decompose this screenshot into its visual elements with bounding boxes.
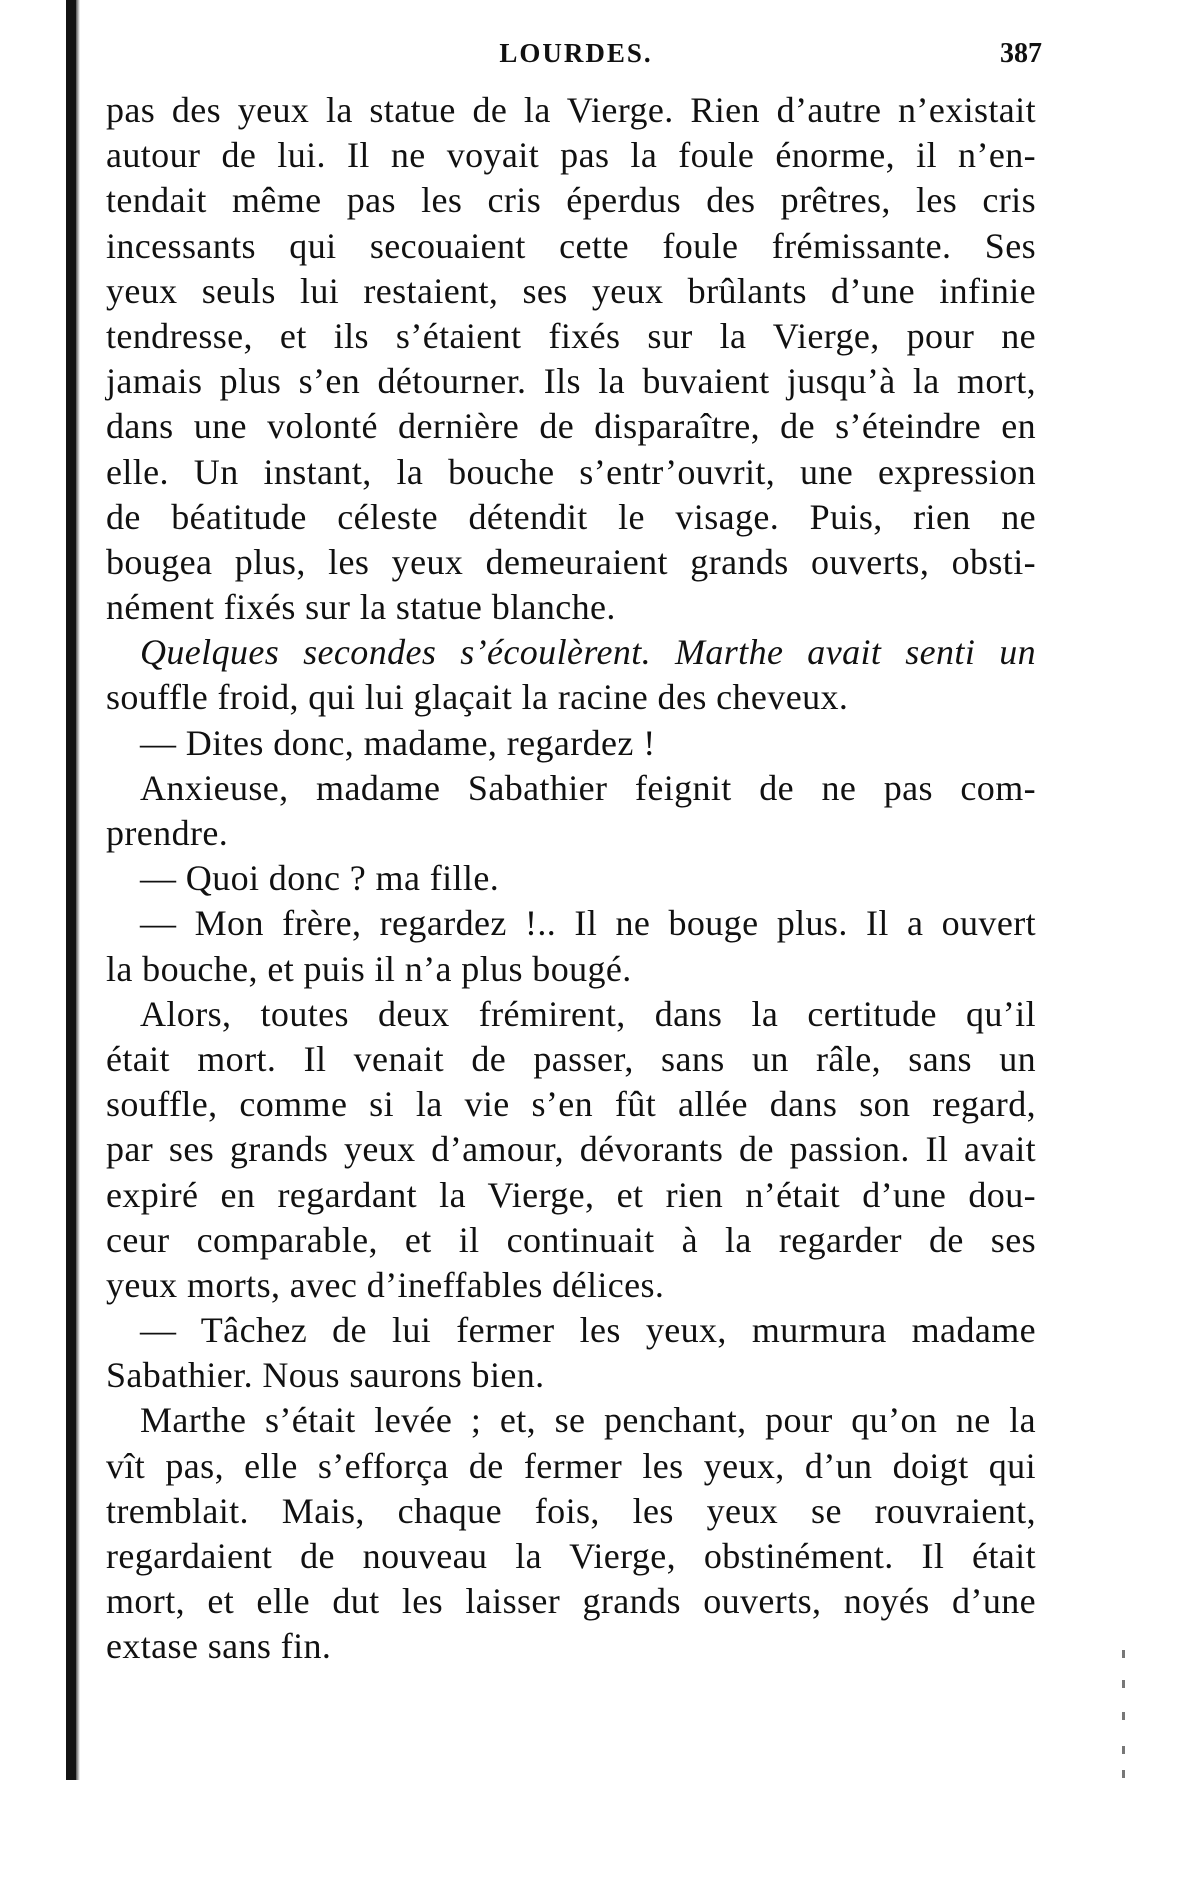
text-line: souffle froid, qui lui glaçait la racine des cheveux.	[106, 677, 849, 718]
text-line: bougea plus, les yeux demeuraient grands ouverts, obsti-	[106, 541, 1036, 582]
text-line: la bouche, et puis il n’a plus bougé.	[106, 948, 632, 989]
text-line: était mort. Il venait de passer, sans un râle, sans un	[106, 1038, 1036, 1079]
text-line: vît pas, elle s’efforça de fermer les yeux, d’un doigt qui	[106, 1445, 1036, 1486]
dialogue-line: — Tâchez de lui fermer les yeux, murmura madame	[140, 1310, 1036, 1351]
text-line: de béatitude céleste détendit le visage. Puis, rien ne	[106, 496, 1036, 537]
scan-speckles	[1122, 1650, 1128, 1780]
text-line: yeux morts, avec d’ineffables délices.	[106, 1264, 665, 1305]
text-line: souffle, comme si la vie s’en fût allée dans son regard,	[106, 1084, 1036, 1125]
text-line: Alors, toutes deux frémirent, dans la certitude qu’il	[140, 993, 1036, 1034]
body-text	[106, 88, 1036, 1670]
text-line: tendait même pas les cris éperdus des prêtres, les cris	[106, 180, 1036, 221]
text-line: mort, et elle dut les laisser grands ouverts, noyés d’une	[106, 1581, 1036, 1622]
text-line: prendre.	[106, 813, 229, 853]
text-line: ceur comparable, et il continuait à la regarder de ses	[106, 1219, 1036, 1260]
dialogue-line: — Quoi donc ? ma fille.	[140, 858, 500, 899]
text-line: Marthe s’était levée ; et, se penchant, pour qu’on ne la	[140, 1400, 1036, 1441]
text-line: jamais plus s’en détourner. Ils la buvaient jusqu’à la mort,	[106, 361, 1036, 402]
text-line: tremblait. Mais, chaque fois, les yeux se rouvraient,	[106, 1490, 1036, 1531]
dialogue-line: — Dites donc, madame, regardez !	[140, 722, 656, 763]
text-line: par ses grands yeux d’amour, dévorants de passion. Il avait	[106, 1129, 1036, 1170]
text-line: elle. Un instant, la bouche s’entr’ouvrit, une expression	[106, 451, 1036, 492]
text-line: yeux seuls lui restaient, ses yeux brûlants d’une infinie	[106, 270, 1036, 311]
text-line: extase sans fin.	[106, 1626, 332, 1667]
dialogue-line: — Mon frère, regardez !.. Il ne bouge plus. Il a ouvert	[140, 903, 1036, 944]
text-line-italic: Quelques secondes s’écoulèrent. Marthe avait senti un	[140, 632, 1036, 673]
text-line: dans une volonté dernière de disparaître, de s’éteindre en	[106, 406, 1036, 447]
text-line: autour de lui. Il ne voyait pas la foule énorme, il n’en-	[106, 135, 1036, 176]
text-line: Anxieuse, madame Sabathier feignit de ne pas com-	[140, 767, 1036, 808]
text-line: pas des yeux la statue de la Vierge. Rien d’autre n’existait	[106, 90, 1036, 130]
binding-edge-gradient	[76, 0, 80, 1780]
text-line: incessants qui secouaient cette foule frémissante. Ses	[106, 225, 1036, 266]
binding-edge-shadow	[66, 0, 76, 1780]
text-line: Sabathier. Nous saurons bien.	[106, 1355, 545, 1396]
page-number: 387	[1000, 38, 1042, 69]
text-line: tendresse, et ils s’étaient fixés sur la Vierge, pour ne	[106, 315, 1036, 356]
running-head	[110, 38, 1042, 78]
text-line: regardaient de nouveau la Vierge, obstinément. Il était	[106, 1536, 1036, 1576]
text-line: expiré en regardant la Vierge, et rien n’était d’une dou-	[106, 1174, 1036, 1215]
text-line: nément fixés sur la statue blanche.	[106, 587, 616, 628]
running-title: LOURDES.	[499, 38, 653, 68]
